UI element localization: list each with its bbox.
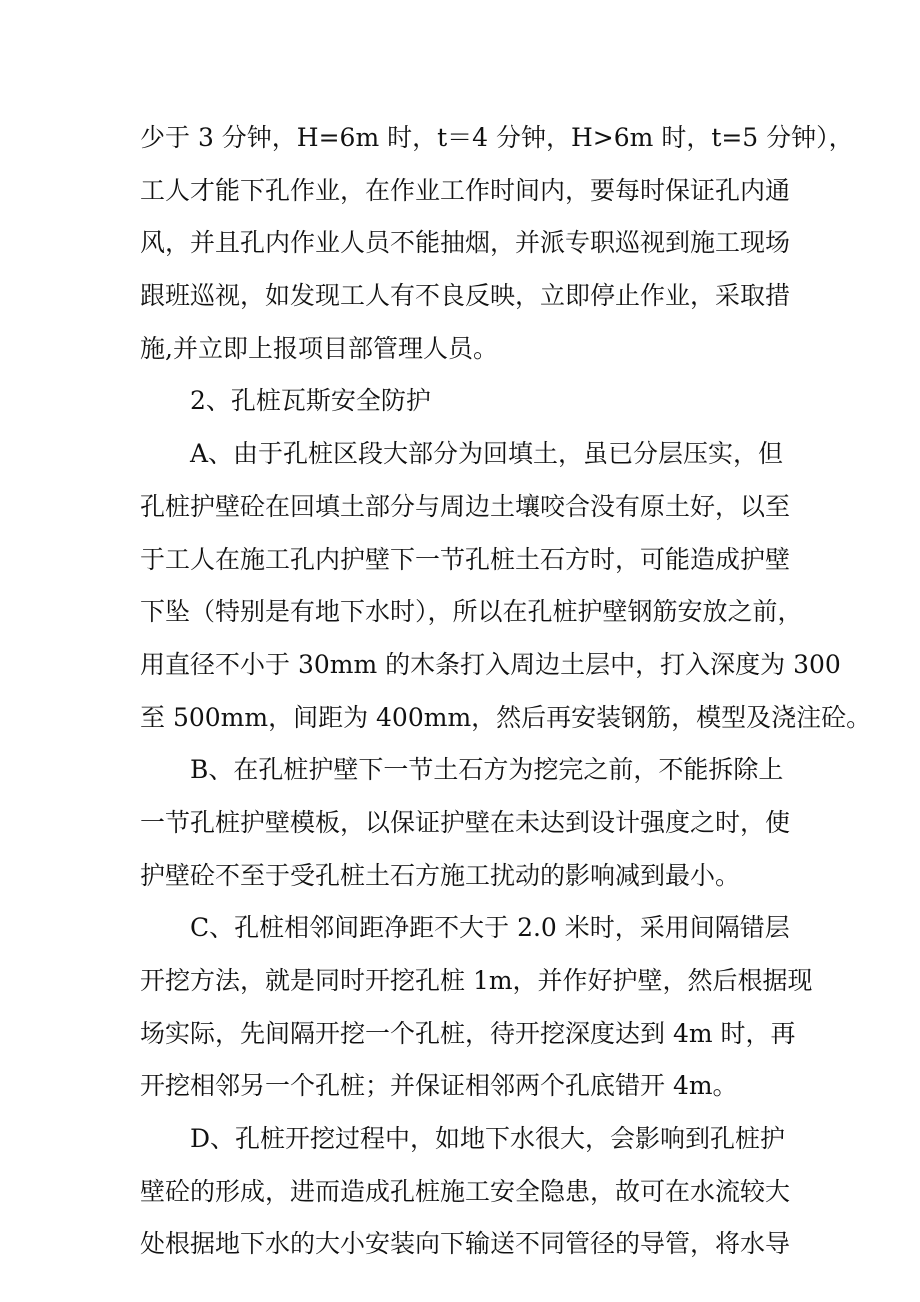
text-line: D、孔桩开挖过程中，如地下水很大，会影响到孔桩护 — [190, 1124, 786, 1154]
text-line: 场实际，先间隔开挖一个孔桩，待开挖深度达到 4m 时，再 — [140, 1018, 796, 1048]
text-line: 风，并且孔内作业人员不能抽烟，并派专职巡视到施工现场 — [140, 228, 791, 258]
text-line: 护壁砼不至于受孔桩土石方施工扰动的影响减到最小。 — [140, 860, 741, 890]
text-line: 开挖方法，就是同时开挖孔桩 1m，并作好护壁，然后根据现 — [140, 966, 813, 995]
text-line: 2、孔桩瓦斯安全防护 — [190, 386, 431, 416]
text-line: 处根据地下水的大小安装向下输送不同管径的导管，将水导 — [140, 1229, 791, 1259]
text-line: B、在孔桩护壁下一节土石方为挖完之前，不能拆除上 — [190, 755, 784, 785]
text-line: C、孔桩相邻间距净距不大于 2.0 米时，采用间隔错层 — [190, 913, 790, 943]
text-line: A、由于孔桩区段大部分为回填土，虽已分层压实，但 — [190, 439, 784, 469]
text-line: 开挖相邻另一个孔桩；并保证相邻两个孔底错开 4m。 — [140, 1071, 738, 1101]
text-line: 用直径不小于 30mm 的木条打入周边土层中，打入深度为 300 — [140, 649, 841, 679]
text-line: 一节孔桩护壁模板，以保证护壁在未达到设计强度之时，使 — [140, 807, 791, 837]
document-body — [140, 112, 872, 1271]
text-line: 工人才能下孔作业，在作业工作时间内，要每时保证孔内通 — [140, 175, 791, 205]
text-line: 施,并立即上报项目部管理人员。 — [140, 333, 498, 363]
text-line: 于工人在施工孔内护壁下一节孔桩土石方时，可能造成护壁 — [140, 544, 791, 574]
text-line: 至 500mm，间距为 400mm，然后再安装钢筋，模型及浇注砼。 — [140, 702, 872, 732]
text-line: 下坠（特别是有地下水时），所以在孔桩护壁钢筋安放之前， — [140, 597, 803, 627]
text-line: 少于 3 分钟，H=6m 时，t＝4 分钟，H>6m 时，t=5 分钟）， — [140, 123, 854, 152]
text-line: 孔桩护壁砼在回填土部分与周边土壤咬合没有原土好，以至 — [140, 491, 791, 521]
text-line: 跟班巡视，如发现工人有不良反映，立即停止作业，采取措 — [140, 281, 791, 311]
text-line: 壁砼的形成，进而造成孔桩施工安全隐患，故可在水流较大 — [140, 1176, 791, 1206]
